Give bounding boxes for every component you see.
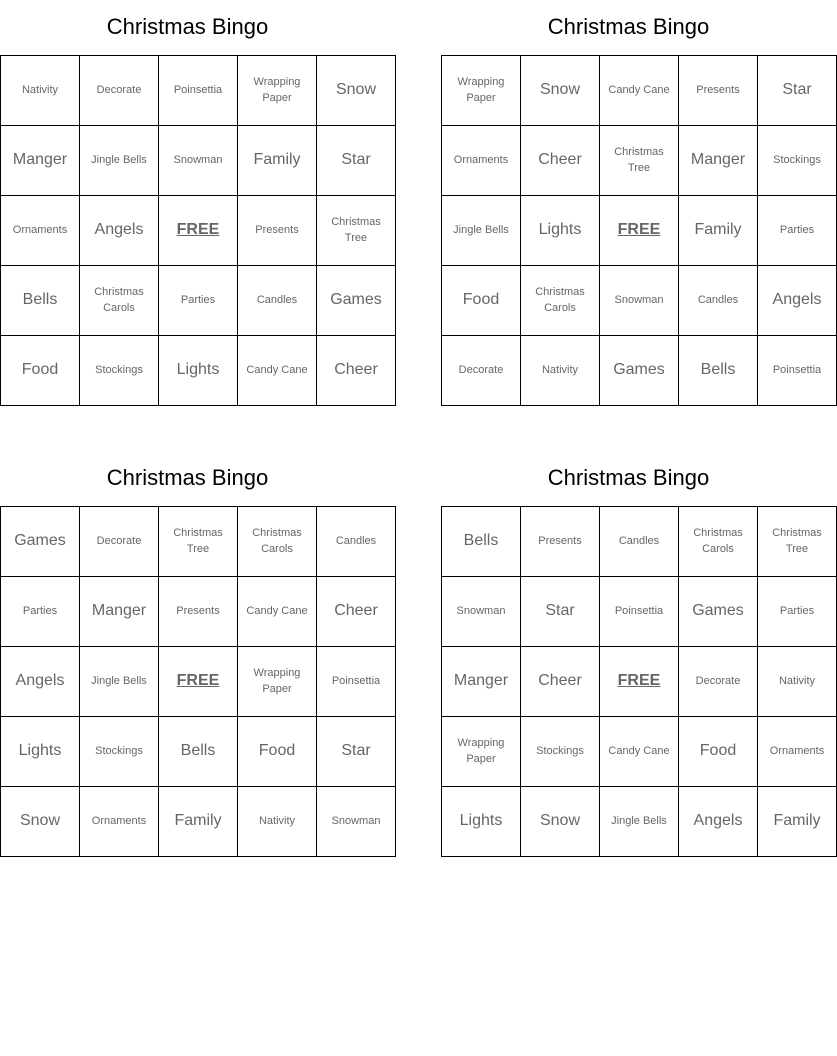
bingo-cell: Parties	[159, 266, 238, 336]
bingo-row	[1, 717, 396, 787]
bingo-row	[1, 577, 396, 647]
bingo-cell: Wrapping Paper	[238, 647, 317, 717]
card-title: Christmas Bingo	[547, 14, 710, 39]
bingo-cell: Christmas Tree	[758, 507, 837, 577]
bingo-cell: Star	[317, 717, 396, 787]
bingo-cell: Decorate	[80, 507, 159, 577]
bingo-cell: Angels	[1, 647, 80, 717]
bingo-cell: Lights	[159, 336, 238, 406]
bingo-cell: Manger	[442, 647, 521, 717]
bingo-cell: Games	[1, 507, 80, 577]
bingo-cell: Lights	[521, 196, 600, 266]
free-space: FREE	[159, 647, 238, 717]
bingo-cell: Manger	[679, 126, 758, 196]
bingo-cell: Angels	[679, 787, 758, 857]
bingo-cell: Snow	[521, 787, 600, 857]
bingo-cell: Nativity	[1, 56, 80, 126]
bingo-row	[1, 266, 396, 336]
bingo-cell: Food	[442, 266, 521, 336]
bingo-cell: Candles	[238, 266, 317, 336]
bingo-cell: Stockings	[758, 126, 837, 196]
bingo-cell: Jingle Bells	[600, 787, 679, 857]
bingo-cell: Ornaments	[758, 717, 837, 787]
bingo-row	[442, 787, 837, 857]
bingo-cell: Snow	[521, 56, 600, 126]
bingo-row	[442, 266, 837, 336]
bingo-cell: Star	[758, 56, 837, 126]
bingo-cell: Ornaments	[442, 126, 521, 196]
bingo-cell: Christmas Tree	[600, 126, 679, 196]
bingo-cell: Wrapping Paper	[442, 56, 521, 126]
bingo-cell: Stockings	[80, 717, 159, 787]
card-title: Christmas Bingo	[106, 14, 269, 39]
card-title: Christmas Bingo	[547, 465, 710, 490]
bingo-cell: Poinsettia	[758, 336, 837, 406]
bingo-cell: Cheer	[317, 577, 396, 647]
bingo-cell: Food	[1, 336, 80, 406]
bingo-cell: Wrapping Paper	[238, 56, 317, 126]
free-space: FREE	[600, 647, 679, 717]
bingo-cell: Family	[679, 196, 758, 266]
bingo-cell: Ornaments	[80, 787, 159, 857]
bingo-cell: Angels	[758, 266, 837, 336]
bingo-cell: Candy Cane	[600, 56, 679, 126]
bingo-cell: Snow	[317, 56, 396, 126]
free-space: FREE	[600, 196, 679, 266]
bingo-cell: Family	[238, 126, 317, 196]
bingo-cell: Snowman	[159, 126, 238, 196]
bingo-cell: Snowman	[317, 787, 396, 857]
bingo-cell: Ornaments	[1, 196, 80, 266]
bingo-cell: Candles	[317, 507, 396, 577]
bingo-cell: Snowman	[442, 577, 521, 647]
bingo-cell: Lights	[442, 787, 521, 857]
bingo-cell: Jingle Bells	[80, 126, 159, 196]
bingo-cell: Jingle Bells	[80, 647, 159, 717]
bingo-cell: Decorate	[679, 647, 758, 717]
bingo-cell: Games	[679, 577, 758, 647]
bingo-row	[442, 336, 837, 406]
bingo-cell: Decorate	[442, 336, 521, 406]
bingo-cell: Parties	[1, 577, 80, 647]
bingo-row	[1, 196, 396, 266]
bingo-cell: Snow	[1, 787, 80, 857]
bingo-card-2	[441, 10, 822, 406]
bingo-cell: Family	[758, 787, 837, 857]
bingo-cell: Presents	[159, 577, 238, 647]
bingo-cell: Christmas Carols	[238, 507, 317, 577]
bingo-cell: Candy Cane	[238, 577, 317, 647]
bingo-cell: Presents	[521, 507, 600, 577]
bingo-row	[1, 56, 396, 126]
bingo-cell: Lights	[1, 717, 80, 787]
bingo-cell: Family	[159, 787, 238, 857]
free-space: FREE	[159, 196, 238, 266]
bingo-grid	[0, 506, 396, 857]
bingo-row	[1, 336, 396, 406]
bingo-row	[1, 787, 396, 857]
bingo-row	[442, 126, 837, 196]
bingo-cell: Candy Cane	[600, 717, 679, 787]
bingo-row	[442, 56, 837, 126]
bingo-cell: Nativity	[238, 787, 317, 857]
bingo-cell: Poinsettia	[317, 647, 396, 717]
bingo-cell: Decorate	[80, 56, 159, 126]
bingo-cell: Stockings	[521, 717, 600, 787]
bingo-cell: Christmas Carols	[679, 507, 758, 577]
bingo-card-4	[441, 461, 825, 857]
bingo-cell: Christmas Carols	[80, 266, 159, 336]
bingo-row	[1, 647, 396, 717]
bingo-grid	[0, 55, 396, 406]
card-title: Christmas Bingo	[106, 465, 269, 490]
bingo-cell: Food	[238, 717, 317, 787]
bingo-cell: Snowman	[600, 266, 679, 336]
bingo-cell: Food	[679, 717, 758, 787]
bingo-cell: Star	[317, 126, 396, 196]
bingo-cell: Candles	[679, 266, 758, 336]
bingo-cell: Parties	[758, 577, 837, 647]
bingo-row	[442, 577, 837, 647]
bingo-card-1	[0, 10, 382, 406]
bingo-cell: Star	[521, 577, 600, 647]
bingo-cell: Cheer	[521, 647, 600, 717]
bingo-row	[442, 196, 837, 266]
bingo-cell: Bells	[679, 336, 758, 406]
bingo-cell: Parties	[758, 196, 837, 266]
bingo-cell: Poinsettia	[159, 56, 238, 126]
bingo-cell: Presents	[238, 196, 317, 266]
bingo-cell: Bells	[159, 717, 238, 787]
bingo-cell: Stockings	[80, 336, 159, 406]
bingo-cell: Presents	[679, 56, 758, 126]
bingo-row	[1, 126, 396, 196]
bingo-cell: Bells	[1, 266, 80, 336]
bingo-cell: Cheer	[317, 336, 396, 406]
bingo-row	[442, 507, 837, 577]
bingo-cell: Jingle Bells	[442, 196, 521, 266]
bingo-cell: Christmas Tree	[317, 196, 396, 266]
bingo-row	[442, 647, 837, 717]
bingo-cell: Wrapping Paper	[442, 717, 521, 787]
bingo-cell: Nativity	[521, 336, 600, 406]
bingo-cell: Bells	[442, 507, 521, 577]
bingo-grid	[441, 55, 837, 406]
bingo-cell: Christmas Tree	[159, 507, 238, 577]
bingo-cell: Candy Cane	[238, 336, 317, 406]
bingo-row	[1, 507, 396, 577]
bingo-cell: Candles	[600, 507, 679, 577]
bingo-cell: Games	[317, 266, 396, 336]
bingo-cell: Angels	[80, 196, 159, 266]
bingo-cell: Manger	[1, 126, 80, 196]
bingo-cell: Manger	[80, 577, 159, 647]
bingo-cell: Nativity	[758, 647, 837, 717]
bingo-card-3	[0, 461, 381, 857]
bingo-cell: Christmas Carols	[521, 266, 600, 336]
bingo-grid	[441, 506, 837, 857]
bingo-cell: Poinsettia	[600, 577, 679, 647]
bingo-cell: Games	[600, 336, 679, 406]
bingo-row	[442, 717, 837, 787]
bingo-cell: Cheer	[521, 126, 600, 196]
